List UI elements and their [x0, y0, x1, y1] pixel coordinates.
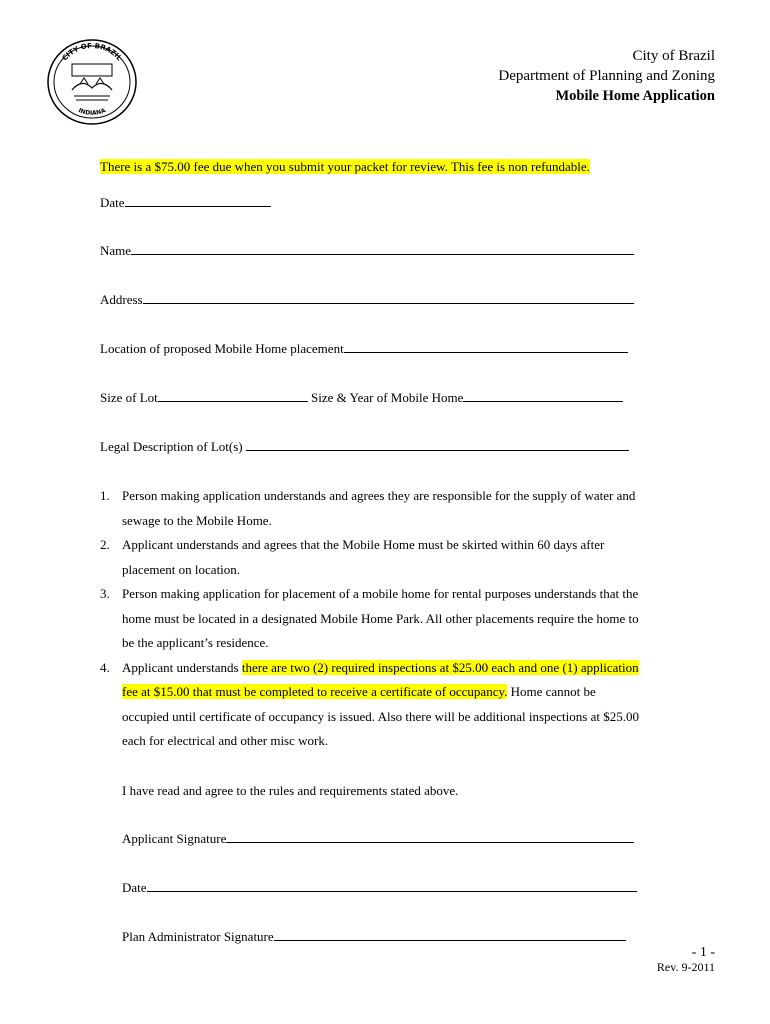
- name-label: Name: [100, 243, 132, 258]
- signature-date-field[interactable]: [122, 878, 660, 898]
- signature-date-line[interactable]: [147, 879, 637, 892]
- name-field[interactable]: [100, 241, 660, 261]
- administrator-signature-field[interactable]: [122, 927, 660, 947]
- rule-2-text: Applicant understands and agrees that the Mobile Home must be skirted within 60 days after placement on location.: [122, 537, 605, 577]
- page-number: - 1 -: [691, 945, 715, 960]
- rule-4-highlight: there are two (2) required inspections at $25.00 each and one (1) application fee at $15.00 that must be completed to receive a certificate of occupancy.: [122, 659, 639, 699]
- rule-item: [122, 533, 642, 582]
- legal-description-field[interactable]: [100, 437, 660, 457]
- seal-text-top: CITY OF BRAZIL: [60, 41, 124, 63]
- document-title: Mobile Home Application: [555, 88, 715, 104]
- location-line[interactable]: [344, 340, 628, 353]
- form-body: [100, 157, 660, 947]
- lot-size-line[interactable]: [158, 389, 308, 402]
- legal-description-label: Legal Description of Lot(s): [100, 439, 243, 454]
- rules-list: [100, 484, 642, 754]
- applicant-signature-label: Applicant Signature: [122, 830, 227, 846]
- agreement-statement: I have read and agree to the rules and requirements stated above.: [122, 782, 459, 798]
- department-name: Department of Planning and Zoning: [498, 68, 715, 84]
- address-field[interactable]: [100, 290, 660, 310]
- date-line[interactable]: [125, 194, 271, 207]
- legal-description-line[interactable]: [246, 438, 629, 451]
- applicant-signature-field[interactable]: [122, 829, 660, 849]
- rule-1-text: Person making application understands and agrees they are responsible for the supply of water and sewage to the Mobile Home.: [122, 488, 636, 528]
- signature-date-label: Date: [122, 879, 147, 895]
- rule-item: [122, 484, 642, 533]
- name-line[interactable]: [131, 242, 634, 255]
- rule-item: [122, 582, 642, 656]
- fee-notice: There is a $75.00 fee due when you submit your packet for review. This fee is non refundable.: [100, 159, 590, 174]
- city-seal-logo: [44, 38, 140, 126]
- document-header: [498, 46, 715, 106]
- date-field[interactable]: [100, 193, 660, 213]
- lot-and-home-size-field[interactable]: [100, 388, 660, 408]
- location-label: Location of proposed Mobile Home placement: [100, 341, 344, 356]
- city-name: City of Brazil: [632, 48, 715, 64]
- page-footer: [657, 946, 715, 974]
- home-size-year-line[interactable]: [463, 389, 623, 402]
- seal-text-bottom: INDIANA: [77, 107, 107, 117]
- administrator-signature-label: Plan Administrator Signature: [122, 928, 274, 944]
- lot-size-label: Size of Lot: [100, 390, 158, 405]
- revision-date: Rev. 9-2011: [656, 960, 715, 974]
- date-label: Date: [100, 195, 125, 210]
- rule-3-text: Person making application for placement of a mobile home for rental purposes understands that the home must be located in a designated Mobile Home Park. All other placements require the home to be the applicant’s residence.: [122, 586, 639, 650]
- rule-4-text-after: Home cannot be occupied until certificate of occupancy is issued. Also there will be additional inspections at $25.00 each for electrical and other misc work.: [122, 684, 639, 748]
- applicant-signature-line[interactable]: [226, 830, 634, 843]
- rule-4-text-before: Applicant understands: [122, 659, 242, 675]
- home-size-year-label: Size & Year of Mobile Home: [311, 390, 464, 405]
- address-line[interactable]: [143, 291, 634, 304]
- administrator-signature-line[interactable]: [274, 928, 626, 941]
- svg-text:INDIANA: [77, 107, 107, 117]
- rule-item: [122, 656, 642, 754]
- address-label: Address: [100, 292, 143, 307]
- location-field[interactable]: [100, 339, 660, 359]
